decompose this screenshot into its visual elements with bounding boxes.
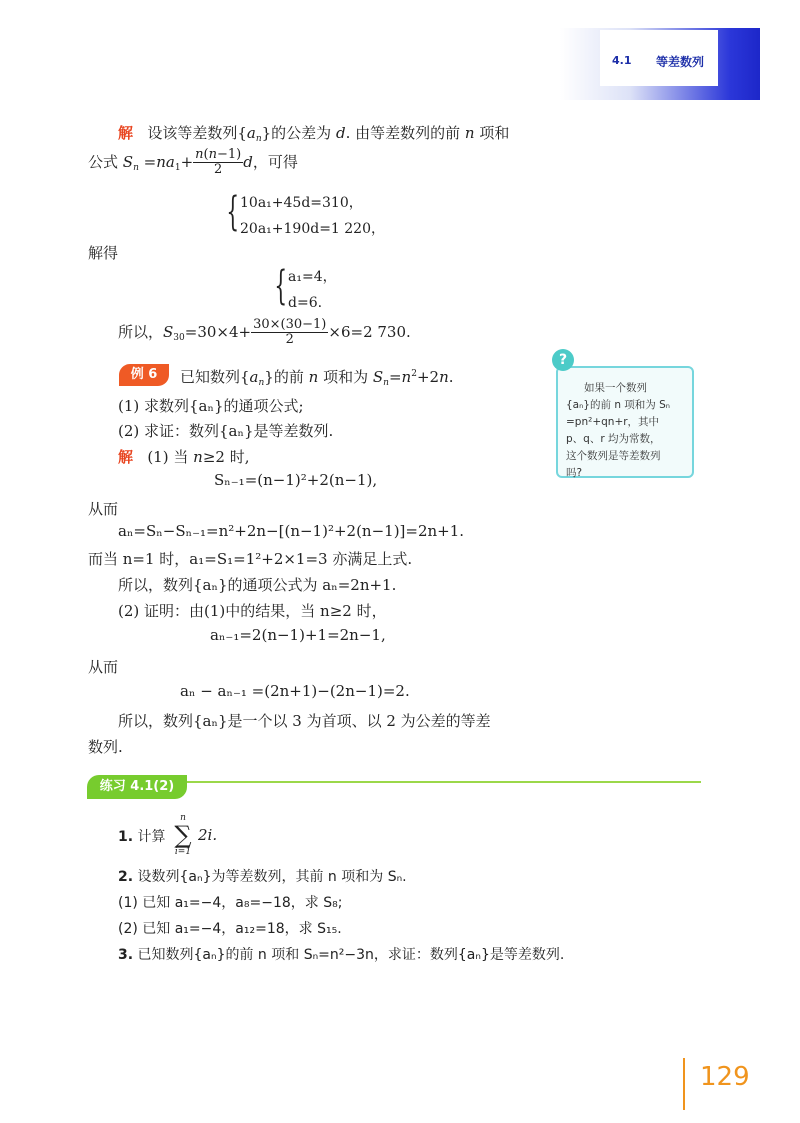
example-6-solution-start: 解 (1) 当 n≥2 时,: [118, 448, 250, 466]
example-6-question-2: (2) 求证：数列{aₙ}是等差数列.: [118, 422, 334, 440]
sum-symbol: n ∑ i=1: [174, 813, 192, 857]
system1-eq2: 20a₁+190d=1 220，: [240, 221, 385, 237]
equation-system-2: { a₁=4， d=6.: [276, 264, 337, 316]
equation-system-1: { 10a₁+45d=310， 20a₁+190d=1 220，: [228, 190, 385, 242]
solution-label: 解: [118, 124, 134, 142]
practice-item-2: 2. 设数列{aₙ}为等差数列，其前 n 项和为 Sₙ.: [118, 869, 407, 885]
eq-a-n: aₙ=Sₙ−Sₙ₋₁=n²+2n−[(n−1)²+2(n−1)]=2n+1.: [118, 522, 465, 540]
page-number: 129: [700, 1062, 750, 1092]
section-title: 等差数列: [656, 55, 705, 69]
section-number: 4.1: [612, 54, 632, 67]
sidebox-line-3: =pn²+qn+r，其中: [566, 416, 660, 428]
solution-line-2: 公式 $S_n =na_1+$ $\frac{n(n-1)}{2}$ d，可得: [88, 147, 298, 178]
thus-2: 从而: [88, 658, 119, 676]
practice-item-1: 1. 计算: [118, 829, 166, 845]
thus-1: 从而: [88, 500, 119, 518]
sidebox-line-4: p、q、r 均为常数，: [566, 433, 661, 445]
proof-start: (2) 证明：由(1)中的结果，当 n≥2 时，: [118, 602, 387, 620]
when-n-1: 而当 n=1 时，a₁=S₁=1²+2×1=3 亦满足上式.: [88, 550, 413, 568]
example-6-question-1: (1) 求数列{aₙ}的通项公式;: [118, 397, 304, 415]
system1-eq1: 10a₁+45d=310，: [240, 195, 363, 211]
example-6-tag: 例 6: [119, 364, 169, 386]
practice-divider: [187, 781, 701, 783]
solve-text: 解得: [88, 244, 119, 262]
practice-item-3: 3. 已知数列{aₙ}的前 n 项和 Sₙ=n²−3n，求证：数列{aₙ}是等差数列.: [118, 947, 565, 963]
sidebox-line-2: {aₙ}的前 n 项和为 Sₙ: [566, 399, 670, 411]
sidebox-line-5: 这个数列是等差数列: [566, 450, 661, 462]
question-icon: ?: [552, 349, 574, 371]
conclusion-1: 所以，数列{aₙ}的通项公式为 aₙ=2n+1.: [118, 576, 397, 594]
conclusion-2b: 数列.: [88, 738, 123, 756]
eq-difference: aₙ − aₙ₋₁ =(2n+1)−(2n−1)=2.: [180, 682, 410, 700]
solution-label-2: 解: [118, 448, 134, 466]
practice-tag: 练习 4.1(2): [87, 775, 187, 799]
thinking-sidebox: [556, 366, 694, 478]
eq-s-n-minus-1: Sₙ₋₁=(n−1)²+2(n−1),: [214, 471, 378, 489]
practice-item-2b: (2) 已知 a₁=−4，a₁₂=18，求 S₁₅.: [118, 921, 342, 937]
example-6-stem: 已知数列$\{a_n\}$的前 n 项和为 $S_n=n^2+2n$.: [180, 368, 454, 388]
system2-res1: a₁=4，: [288, 269, 337, 285]
sum-body: 2i.: [198, 826, 218, 844]
conclusion-2a: 所以，数列{aₙ}是一个以 3 为首项、以 2 为公差的等差: [118, 712, 491, 730]
solution-final: 所以，$S_{30}=30\times 4+$ $\frac{30\times(30-1)}{2}$ ×6=2 730.: [118, 317, 411, 348]
page-number-rule: [683, 1058, 685, 1110]
solution-line-1: 解 设该等差数列$\{a_n\}$的公差为 d. 由等差数列的前 n 项和: [118, 124, 510, 144]
sidebox-line-6: 吗?: [566, 467, 583, 479]
sidebox-line-1: 如果一个数列: [584, 382, 647, 394]
practice-item-2a: (1) 已知 a₁=−4，a₈=−18，求 S₈;: [118, 895, 343, 911]
eq-a-n-minus-1: aₙ₋₁=2(n−1)+1=2n−1,: [210, 626, 386, 644]
system2-res2: d=6.: [288, 295, 323, 311]
